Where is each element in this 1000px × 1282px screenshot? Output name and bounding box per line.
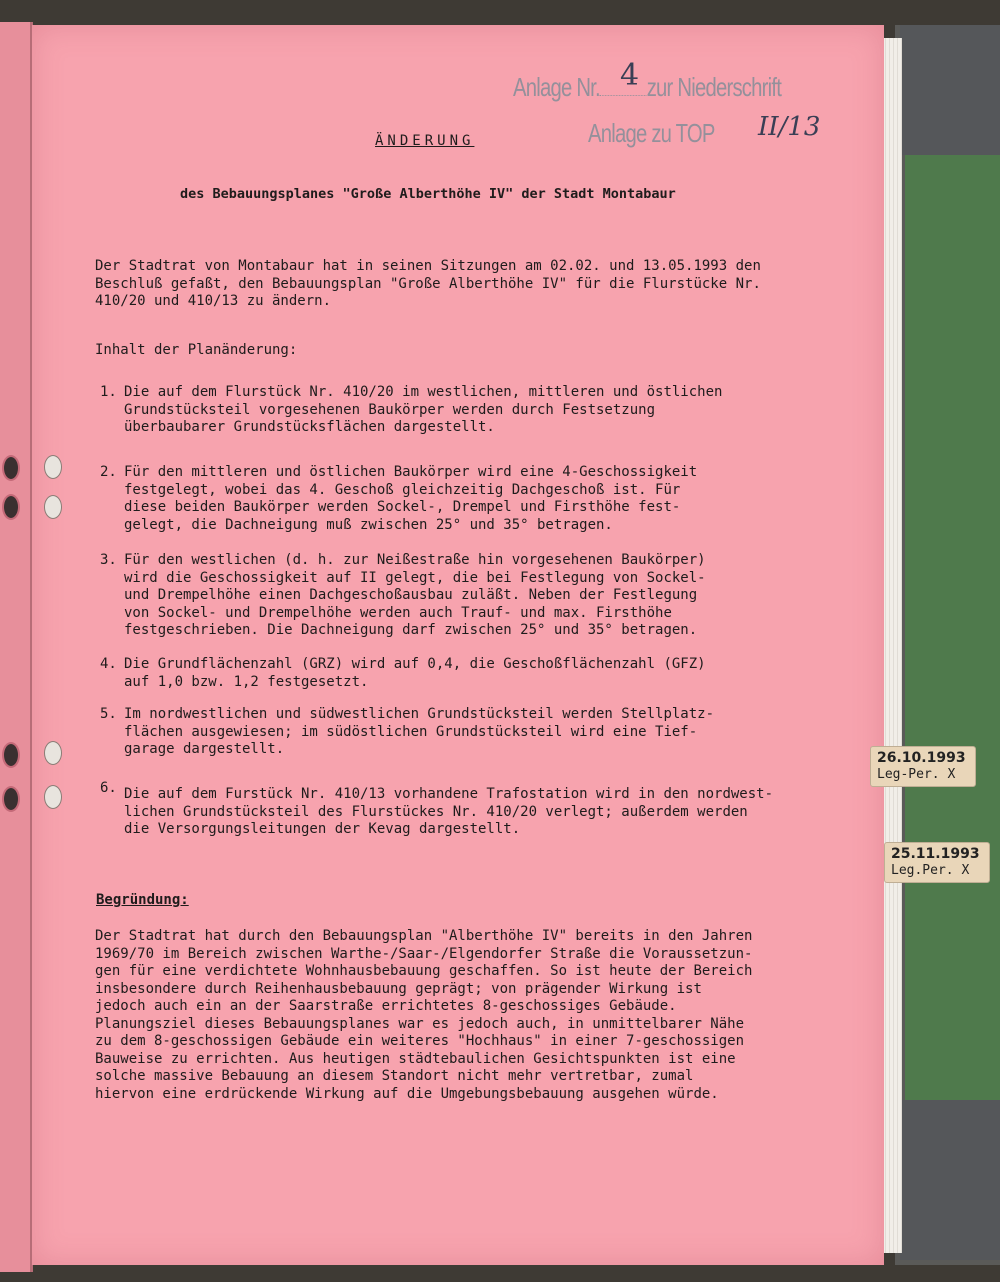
intro-paragraph: Der Stadtrat von Montabaur hat in seinen Sitzungen am 02.02. und 13.05.1993 den Beschluß gefaßt, den Bebauungsplan "Große Alberthöhe IV" für die Flurstücke Nr. 410/20 und 410/13 zu ändern. (95, 258, 761, 309)
date-label: 26.10.1993 Leg-Per. X (870, 746, 976, 787)
punch-hole (2, 786, 20, 812)
item-number: 3. (100, 552, 117, 568)
punch-hole (2, 742, 20, 768)
item-number: 1. (100, 384, 117, 400)
handwritten-top-number: II/13 (758, 112, 821, 142)
date-label: 25.11.1993 Leg.Per. X (884, 842, 990, 883)
binder-corner-bottom (900, 1100, 1000, 1260)
punch-hole (44, 455, 62, 479)
inhalt-heading: Inhalt der Planänderung: (95, 342, 298, 358)
item-number: 6. (100, 780, 117, 796)
binder-cover (905, 110, 1000, 1110)
list-item: Die Grundflächenzahl (GRZ) wird auf 0,4, die Geschoßflächenzahl (GFZ) auf 1,0 bzw. 1,2 festgesetzt. (124, 656, 706, 690)
item-number: 4. (100, 656, 117, 672)
punch-hole (2, 455, 20, 481)
list-item: Für den westlichen (d. h. zur Neißestraße hin vorgesehenen Baukörper) wird die Geschossigkeit auf II gelegt, die bei Festlegung von Sockel- und Drempelhöhe einen Dachgeschoßausbau zuläßt. Neben der Festlegung von Sockel- und Drempelhöhe werden auch Trauf- und max. Firsthöhe festgeschrieben. Die Dachneigung darf zwischen 25° und 35° betragen. (124, 552, 706, 638)
punch-hole (44, 785, 62, 809)
begruendung-heading: Begründung: (96, 892, 189, 908)
list-item: Die auf dem Flurstück Nr. 410/20 im westlichen, mittleren und östlichen Grundstücksteil vorgesehenen Baukörper werden durch Festsetzung überbaubarer Grundstücksflächen dargestellt. (124, 384, 723, 435)
list-item: Die auf dem Furstück Nr. 410/13 vorhandene Trafostation wird in den nordwest- lichen Grundstücksteil des Flurstückes Nr. 410/20 verlegt; außerdem werden die Versorgungsleitungen der Kevag dargestellt. (124, 786, 774, 837)
list-item: Im nordwestlichen und südwestlichen Grundstücksteil werden Stellplatz- flächen ausgewiesen; im südöstlichen Grundstücksteil wird eine Tief- garage dargestellt. (124, 706, 715, 757)
binder-corner-top (900, 25, 1000, 155)
item-number: 2. (100, 464, 117, 480)
begruendung-paragraph: Der Stadtrat hat durch den Bebauungsplan "Alberthöhe IV" bereits in den Jahren 1969/70 im Bereich zwischen Warthe-/Saar-/Elgendorfer Straße die Voraussetzun- gen für eine verdichtete Wohnhausbebauung geschaffen. So ist heute der Bereich insbesondere durch Reihenhausbebauung geprägt; von prägender Wirkung ist jedoch auch ein an der Saarstraße errichtetes 8-geschossiges Gebäude. Planungsziel dieses Bebauungsplanes war es jedoch auch, in unmittelbarer Nähe zu dem 8-geschossigen Gebäude ein weiteres "Hochhaus" in einer 7-geschossigen Bauweise zu errichten. Aus heutigen städtebaulichen Gesichtspunkten ist eine solche massive Bebauung an diesem Standort nicht mehr vertretbar, zumal hiervon eine erdrückende Wirkung auf die Umgebungsbebauung ausgehen würde. (95, 928, 753, 1102)
stamp-anlage-nr: Anlage Nr. zur Niederschrift (513, 72, 782, 102)
list-item: Für den mittleren und östlichen Baukörper wird eine 4-Geschossigkeit festgelegt, wobei das 4. Geschoß gleichzeitig Dachgeschoß ist. Für diese beiden Baukörper werden Sockel-, Drempel und Firsthöhe fest- gelegt, die Dachneigung muß zwischen 25° und 35° betragen. (124, 464, 698, 533)
punch-hole (2, 494, 20, 520)
previous-page-edge (0, 22, 33, 1272)
punch-hole (44, 495, 62, 519)
document-title: ÄNDERUNG (375, 133, 475, 149)
handwritten-anlage-number: 4 (620, 58, 640, 93)
document-subtitle: des Bebauungsplanes "Große Alberthöhe IV" der Stadt Montabaur (180, 186, 676, 202)
punch-hole (44, 741, 62, 765)
stamp-anlage-top: Anlage zu TOP (588, 118, 715, 148)
item-number: 5. (100, 706, 117, 722)
